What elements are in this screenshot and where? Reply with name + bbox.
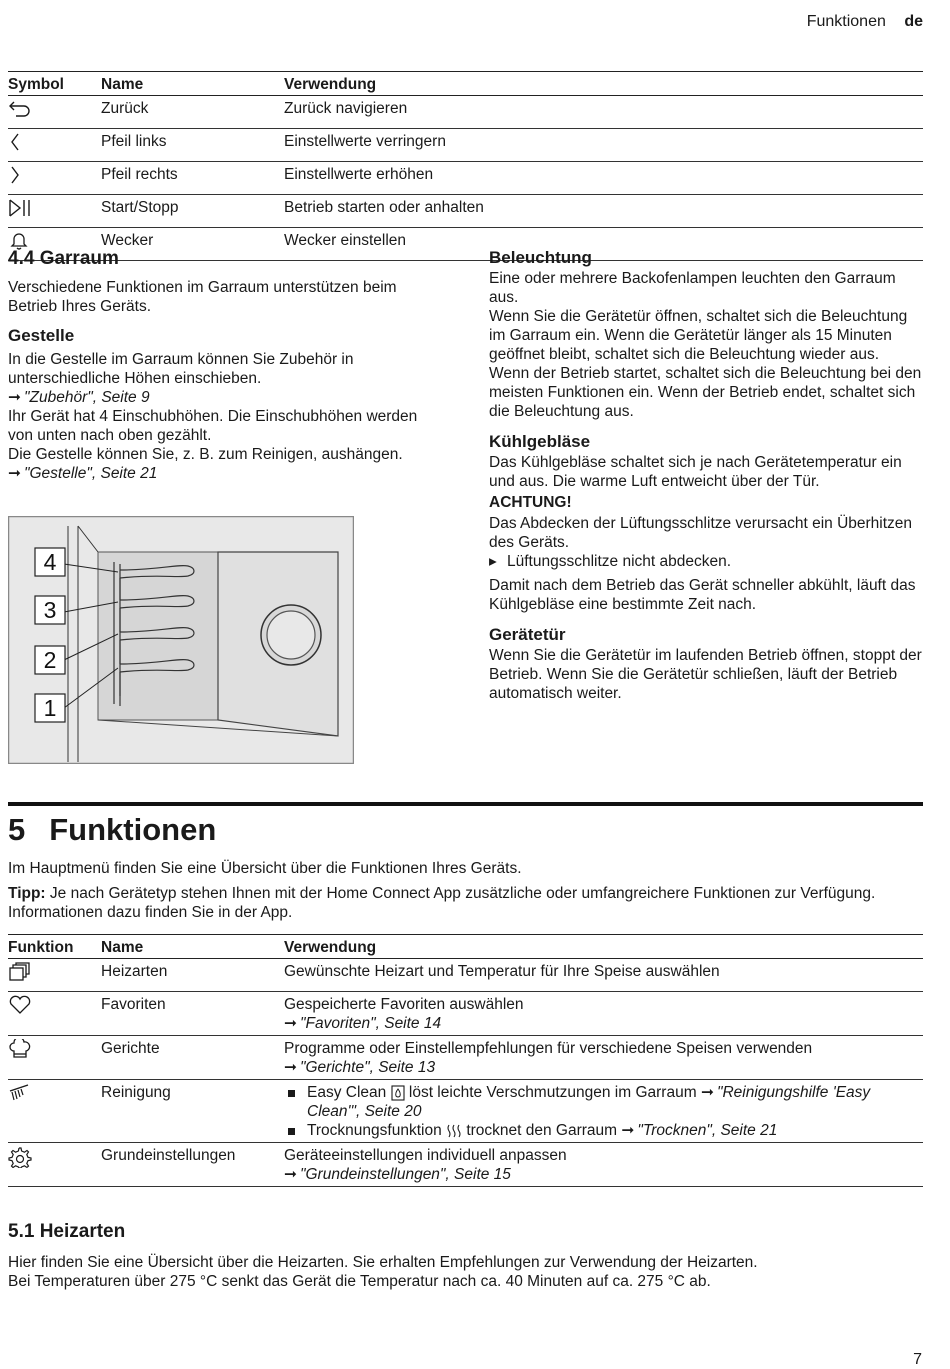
table-row (8, 195, 923, 228)
subsection-title: Beleuchtung (489, 248, 592, 267)
table-row (8, 1080, 923, 1143)
heizarten-section (8, 1220, 923, 1291)
reference-link[interactable]: ➞ "Favoriten", Seite 14 (284, 1015, 442, 1032)
table-row (8, 162, 923, 195)
gestelle-p2: Ihr Gerät hat 4 Einschubhöhen. Die Einschubhöhen werden von unten nach oben gezählt. (8, 408, 418, 444)
reference-link[interactable]: ➞ "Zubehör", Seite 9 (8, 389, 150, 406)
chapter-rule (8, 802, 923, 806)
section-title: 4.4 Garraum (8, 248, 119, 269)
rack-label-3: 3 (43, 597, 57, 623)
column-header: Symbol (8, 72, 101, 96)
cleaning-list (284, 1083, 923, 1140)
arrow-right-icon (8, 165, 32, 187)
funktionen-intro: Im Hauptmenü finden Sie eine Übersicht über die Funktionen Ihres Geräts. (8, 860, 522, 877)
table-row (8, 992, 923, 1036)
right-column (489, 247, 923, 703)
reference-link[interactable]: ➞ "Gestelle", Seite 21 (8, 465, 158, 482)
list-item: Easy Clean löst leichte Verschmutzungen im Garraum ➞ "Reinigungshilfe 'Easy Clean'", Seite 20 (284, 1083, 923, 1121)
beleuchtung-p1: Eine oder mehrere Backofenlampen leuchten den Garraum aus. (489, 270, 896, 306)
column-header: Funktion (8, 935, 101, 959)
drying-icon (446, 1123, 462, 1137)
symbol-use: Zurück navigieren (284, 96, 923, 129)
kuehlgeblaese-p2: Das Abdecken der Lüftungsschlitze verursacht ein Überhitzen des Geräts. (489, 515, 913, 551)
reference-link[interactable]: ➞ "Reinigungshilfe 'Easy Clean'", Seite 20 (307, 1084, 871, 1120)
symbol-use: Wecker einstellen (284, 228, 923, 261)
table-row (8, 959, 923, 992)
function-name: Grundeinstellungen (101, 1143, 284, 1187)
rack-label-4: 4 (43, 549, 57, 575)
garraum-intro: Verschiedene Funktionen im Garraum unterstützen beim Betrieb Ihres Geräts. (8, 279, 397, 315)
oven-illustration (8, 516, 354, 764)
reference-link[interactable]: ➞ "Grundeinstellungen", Seite 15 (284, 1166, 511, 1183)
table-row (8, 1036, 923, 1080)
beleuchtung-p3: Wenn der Betrieb startet, schaltet sich die Beleuchtung bei den meisten Funktionen ein. Wenn der Betrieb endet, schaltet sich die Beleuchtung aus. (489, 365, 922, 420)
symbol-name: Wecker (101, 228, 284, 261)
easy-clean-icon (391, 1085, 405, 1099)
function-name: Reinigung (101, 1080, 284, 1143)
header-section: Funktionen (806, 13, 886, 30)
action-bullet: ▸ Lüftungsschlitze nicht abdecken. (489, 553, 732, 570)
column-header: Verwendung (284, 935, 923, 959)
table-row (8, 1143, 923, 1187)
page-header (807, 12, 923, 31)
symbol-name: Pfeil links (101, 129, 284, 162)
tip-paragraph: Tipp: Je nach Gerätetyp stehen Ihnen mit der Home Connect App zusätzliche oder umfangreichere Funktionen zur Verfügung. Informationen dazu finden Sie in der App. (8, 885, 876, 921)
geraetetuer-p1: Wenn Sie die Gerätetür im laufenden Betrieb öffnen, stoppt der Betrieb. Wenn Sie die Gerätetür schließen, läuft der Betrieb automatisch weiter. (489, 647, 922, 702)
back-arrow-icon (8, 99, 32, 121)
reference-link[interactable]: ➞ "Gerichte", Seite 13 (284, 1059, 436, 1076)
chapter-name: Funktionen (49, 812, 217, 847)
function-name: Gerichte (101, 1036, 284, 1080)
symbol-name: Start/Stopp (101, 195, 284, 228)
garraum-section (8, 247, 433, 483)
symbol-name: Zurück (101, 96, 284, 129)
list-item: Trocknungsfunktion trocknet den Garraum ➞ "Trocknen", Seite 21 (284, 1121, 923, 1140)
subsection-title: Gestelle (8, 326, 75, 345)
table-header-row (8, 935, 923, 959)
gear-icon (8, 1146, 32, 1168)
warning-label: ACHTUNG! (489, 494, 572, 511)
rack-label-1: 1 (43, 695, 57, 721)
function-use: Programme oder Einstellempfehlungen für verschiedene Speisen verwenden ➞ "Gerichte", Seite 13 (284, 1036, 923, 1080)
heizarten-p1: Hier finden Sie eine Übersicht über die Heizarten. Sie erhalten Empfehlungen zur Verwendung der Heizarten. (8, 1254, 758, 1271)
subsection-title: Kühlgebläse (489, 432, 591, 451)
beleuchtung-p2: Wenn Sie die Gerätetür öffnen, schaltet sich die Beleuchtung im Garraum ein. Wenn die Gerätetür länger als 15 Minuten geöffnet bleibt, schaltet sich die Beleuchtung wieder aus. (489, 308, 908, 363)
oven-rack-figure (8, 516, 354, 764)
functions-table (8, 934, 923, 1187)
symbol-use: Betrieb starten oder anhalten (284, 195, 923, 228)
symbol-use: Einstellwerte erhöhen (284, 162, 923, 195)
rack-label-2: 2 (43, 647, 57, 673)
symbol-use: Einstellwerte verringern (284, 129, 923, 162)
heizarten-p2: Bei Temperaturen über 275 °C senkt das Gerät die Temperatur nach ca. 40 Minuten auf ca. 275 °C ab. (8, 1273, 711, 1290)
table-header-row (8, 72, 923, 96)
arrow-left-icon (8, 132, 32, 154)
symbols-table (8, 71, 923, 261)
gestelle-p3: Die Gestelle können Sie, z. B. zum Reinigen, aushängen. (8, 446, 403, 463)
reference-link[interactable]: ➞ "Trocknen", Seite 21 (621, 1122, 778, 1139)
page-number: 7 (913, 1351, 922, 1368)
table-row (8, 129, 923, 162)
function-use: Gespeicherte Favoriten auswählen ➞ "Favoriten", Seite 14 (284, 992, 923, 1036)
subsection-title: Gerätetür (489, 625, 566, 644)
column-header: Verwendung (284, 72, 923, 96)
heating-modes-icon (8, 962, 32, 984)
function-use: Gewünschte Heizart und Temperatur für Ihre Speise auswählen (284, 959, 923, 992)
triangle-bullet-icon: ▸ (489, 553, 497, 570)
cleaning-icon (8, 1083, 32, 1105)
function-name: Favoriten (101, 992, 284, 1036)
chapter-title (8, 810, 216, 850)
column-header: Name (101, 72, 284, 96)
function-use: Geräteeinstellungen individuell anpassen ➞ "Grundeinstellungen", Seite 15 (284, 1143, 923, 1187)
column-header: Name (101, 935, 284, 959)
header-language: de (904, 13, 923, 30)
function-name: Heizarten (101, 959, 284, 992)
gestelle-p1: In die Gestelle im Garraum können Sie Zubehör in unterschiedliche Höhen einschieben. (8, 351, 354, 387)
chef-hat-icon (8, 1039, 32, 1061)
section-title: 5.1 Heizarten (8, 1221, 126, 1242)
symbol-name: Pfeil rechts (101, 162, 284, 195)
table-row (8, 96, 923, 129)
kuehlgeblaese-p3: Damit nach dem Betrieb das Gerät schneller abkühlt, läuft das Kühlgebläse eine bestimmte Zeit nach. (489, 577, 916, 613)
function-use (284, 1080, 923, 1143)
chapter-number: 5 (8, 812, 26, 847)
kuehlgeblaese-p1: Das Kühlgebläse schaltet sich je nach Gerätetemperatur ein und aus. Die warme Luft entweicht über der Tür. (489, 454, 902, 490)
heart-icon (8, 995, 32, 1017)
start-stop-icon (8, 198, 32, 220)
